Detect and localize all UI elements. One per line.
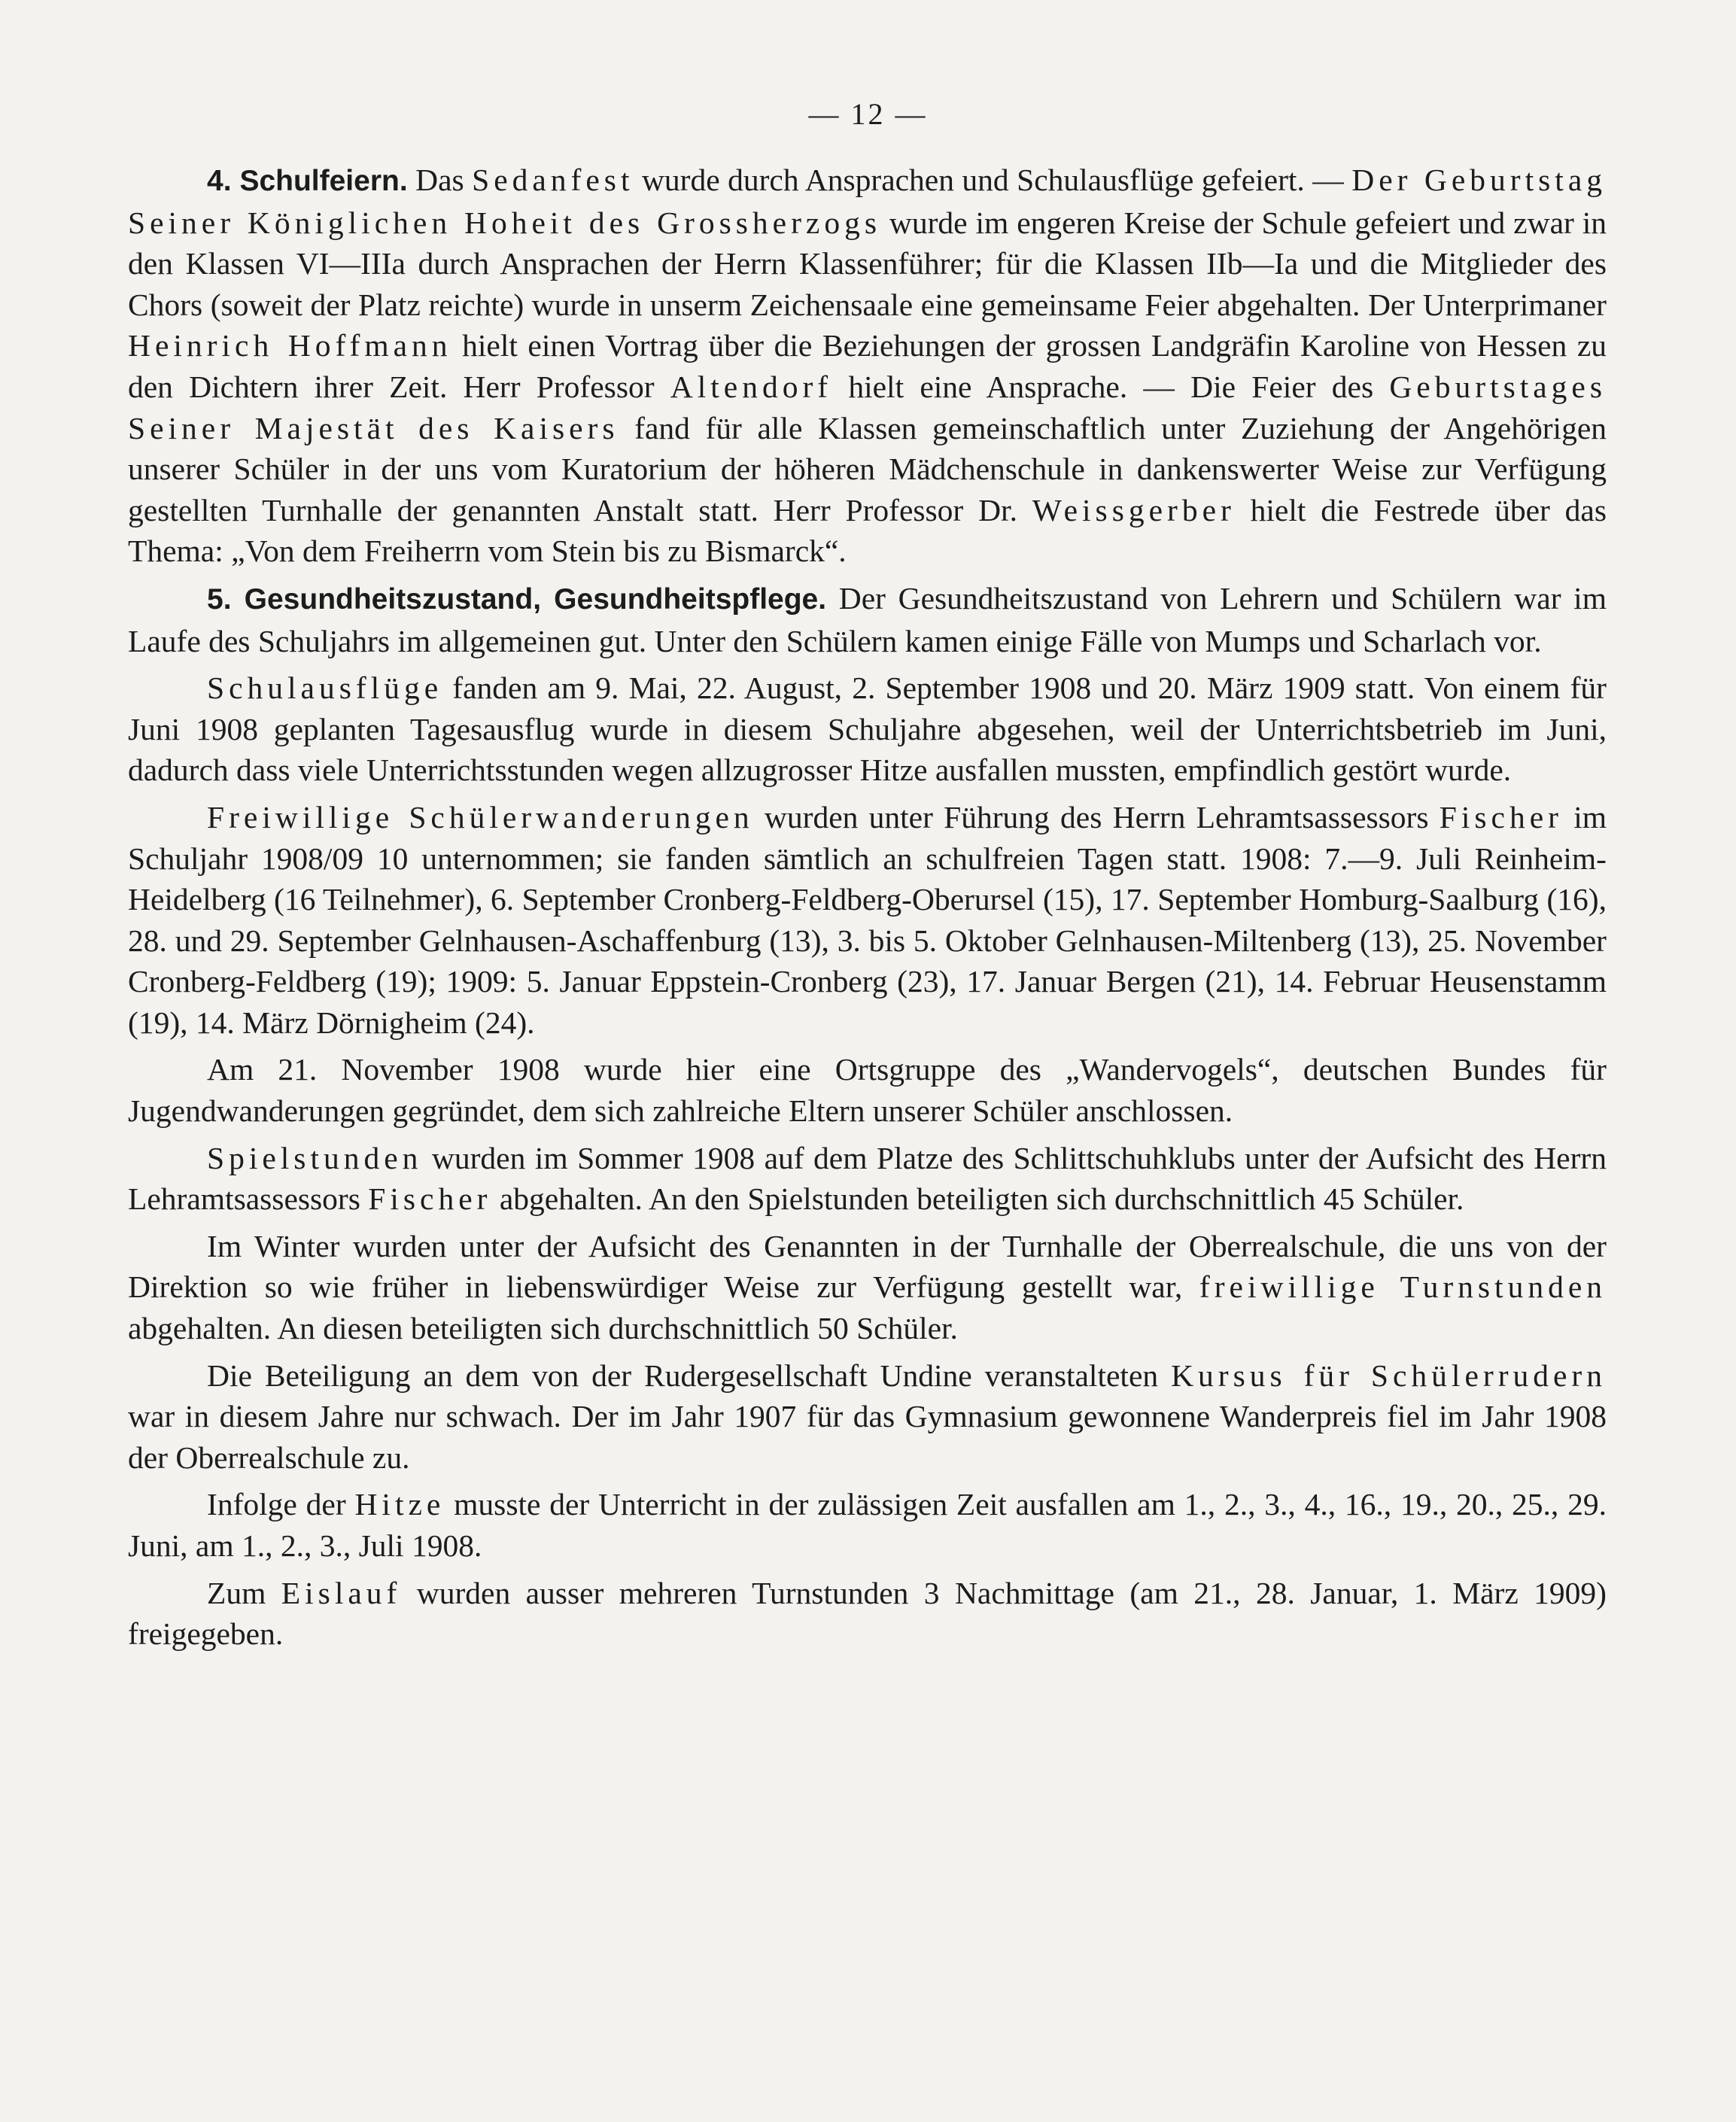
paragraph-wanderungen: [128, 797, 1607, 1044]
text-run: war in diesem Jahre nur schwach. Der im Jahr 1907 für das Gymnasium gewonnene Wanderpreis fiel im Jahr 1908 der Oberrealschule zu.: [128, 1399, 1607, 1475]
text-run: wurde durch Ansprachen und Schulausflüge gefeiert. —: [634, 163, 1352, 197]
spaced-term: Altendorf: [670, 369, 833, 404]
text-run: hielt eine Ansprache. — Die Feier des: [832, 369, 1390, 404]
paragraph-hitze: [128, 1484, 1607, 1566]
text-run: im Schuljahr 1908/09 10 unternommen; sie fanden sämtlich an schulfreien Tagen statt. 1908: 7.—9. Juli Reinheim-Heidelberg (16 Teilnehmer), 6. September Cronberg-Feldberg-Oberursel (15), 17. September Homburg-Saalburg (16), 28. und 29. September Gelnhausen-Aschaffenburg (13), 3. bis 5. Oktober Gelnhausen-Miltenberg (13), 25. November Cronberg-Feldberg (19); 1909: 5. Januar Eppstein-Cronberg (23), 17. Januar Bergen (21), 14. Februar Heusenstamm (19), 14. März Dörnigheim (24).: [128, 799, 1607, 1040]
spaced-term: Eislauf: [281, 1575, 402, 1610]
text-run: Zum: [207, 1575, 281, 1610]
spaced-term: Heinrich Hoffmann: [128, 328, 452, 363]
spaced-term: Der Geburtstag Seiner Königlichen Hoheit des Grossherzogs: [128, 163, 1607, 240]
paragraph-turnstunden: [128, 1226, 1607, 1349]
text-run: wurde im engeren Kreise der Schule gefeiert und zwar in den Klassen VI—IIIa durch Ansprachen der Herrn Klassenführer; für die Klassen IIb—Ia und die Mitglieder des Chors (soweit der Platz reichte) wurde in unserm Zeichensaale eine gemeinsame Feier abgehalten. Der Unterprimaner: [128, 205, 1607, 322]
page-number: — 12 —: [808, 97, 928, 131]
spaced-term: freiwillige Turnstunden: [1199, 1269, 1607, 1305]
text-run: hielt einen Vortrag über die Beziehungen der grossen Landgräfin Karoline von Hessen zu den Dichtern ihrer Zeit. Herr Professor: [128, 328, 1607, 404]
text-run: fand für alle Klassen gemeinschaftlich unter Zuziehung der Angehörigen unserer Schüler in der uns vom Kuratorium der höheren Mädchenschule in dankenswerter Weise zur Verfügung gestellten Turnhalle der genannten Anstalt statt. Herr Professor Dr.: [128, 410, 1607, 527]
text-run: wurden unter Führung des Herrn Lehramtsassessors: [753, 799, 1440, 835]
paragraph-rudern: [128, 1355, 1607, 1479]
section-heading: 4. Schulfeiern.: [207, 165, 408, 197]
section-heading: 5. Gesundheitszustand, Gesundheitspflege.: [207, 582, 827, 616]
spaced-term: Hitze: [354, 1487, 445, 1522]
text-run: wurden im Sommer 1908 auf dem Platze des Schlittschuhklubs unter der Aufsicht des Herrn Lehramtsassessors: [128, 1140, 1607, 1217]
paragraph-spielstunden: [128, 1138, 1607, 1220]
spaced-term: Geburtstages Seiner Majestät des Kaisers: [128, 369, 1607, 445]
paragraph-wandervogel: [128, 1049, 1607, 1131]
spaced-term: Freiwillige Schülerwanderungen: [207, 799, 754, 835]
spaced-term: Schulausflüge: [207, 670, 443, 706]
text-run: musste der Unterricht in der zulässigen Zeit ausfallen am 1., 2., 3., 4., 16., 19., 20., 25., 29. Juni, am 1., 2., 3., Juli 1908.: [128, 1487, 1607, 1563]
text-run: Der Gesundheitszustand von Lehrern und Schülern war im Laufe des Schuljahrs im allgemeinen gut. Unter den Schülern kamen einige Fälle von Mumps und Scharlach vor.: [128, 580, 1607, 658]
spaced-term: Spielstunden: [207, 1140, 423, 1175]
text-run: Infolge der: [207, 1487, 355, 1522]
spaced-term: Weissgerber: [1032, 492, 1236, 527]
text-run: hielt die Festrede über das Thema: „Von dem Freiherrn vom Stein bis zu Bismarck“.: [128, 492, 1607, 569]
body-text: [128, 160, 1607, 1655]
text-run: Die Beteiligung an dem von der Rudergesellschaft Undine veranstalteten: [207, 1357, 1172, 1393]
text-run: abgehalten. An diesen beteiligten sich durchschnittlich 50 Schüler.: [128, 1311, 958, 1346]
text-run: wurden ausser mehreren Turnstunden 3 Nachmittage (am 21., 28. Januar, 1. März 1909) freigegeben.: [128, 1575, 1607, 1652]
text-run: fanden am 9. Mai, 22. August, 2. September 1908 und 20. März 1909 statt. Von einem für Juni 1908 geplanten Tagesausflug wurde in diesem Schuljahre abgesehen, weil der Unterrichtsbetrieb im Juni, dadurch dass viele Unterrichtsstunden wegen allzugrosser Hitze ausfallen mussten, empfindlich gestört wurde.: [128, 670, 1607, 788]
text-run: Das: [407, 163, 473, 197]
text-run: Am 21. November 1908 wurde hier eine Ortsgruppe des „Wandervogels“, deutschen Bundes für Jugendwanderungen gegründet, dem sich zahlreiche Eltern unserer Schüler anschlossen.: [128, 1052, 1607, 1129]
text-run: abgehalten. An den Spielstunden beteiligten sich durchschnittlich 45 Schüler.: [491, 1181, 1464, 1217]
spaced-term: Fischer: [368, 1181, 492, 1217]
text-run: Im Winter wurden unter der Aufsicht des Genannten in der Turnhalle der Oberrealschule, die uns von der Direktion so wie früher in liebenswürdiger Weise zur Verfügung gestellt war,: [128, 1228, 1607, 1305]
paragraph-schulfeiern: [128, 160, 1607, 572]
spaced-term: Fischer: [1439, 799, 1563, 835]
spaced-term: Kursus für Schülerrudern: [1171, 1357, 1607, 1393]
paragraph-schulausfluege: [128, 667, 1607, 791]
paragraph-gesundheit: [128, 578, 1607, 661]
spaced-term: Sedanfest: [472, 163, 634, 197]
paragraph-eislauf: [128, 1573, 1607, 1655]
